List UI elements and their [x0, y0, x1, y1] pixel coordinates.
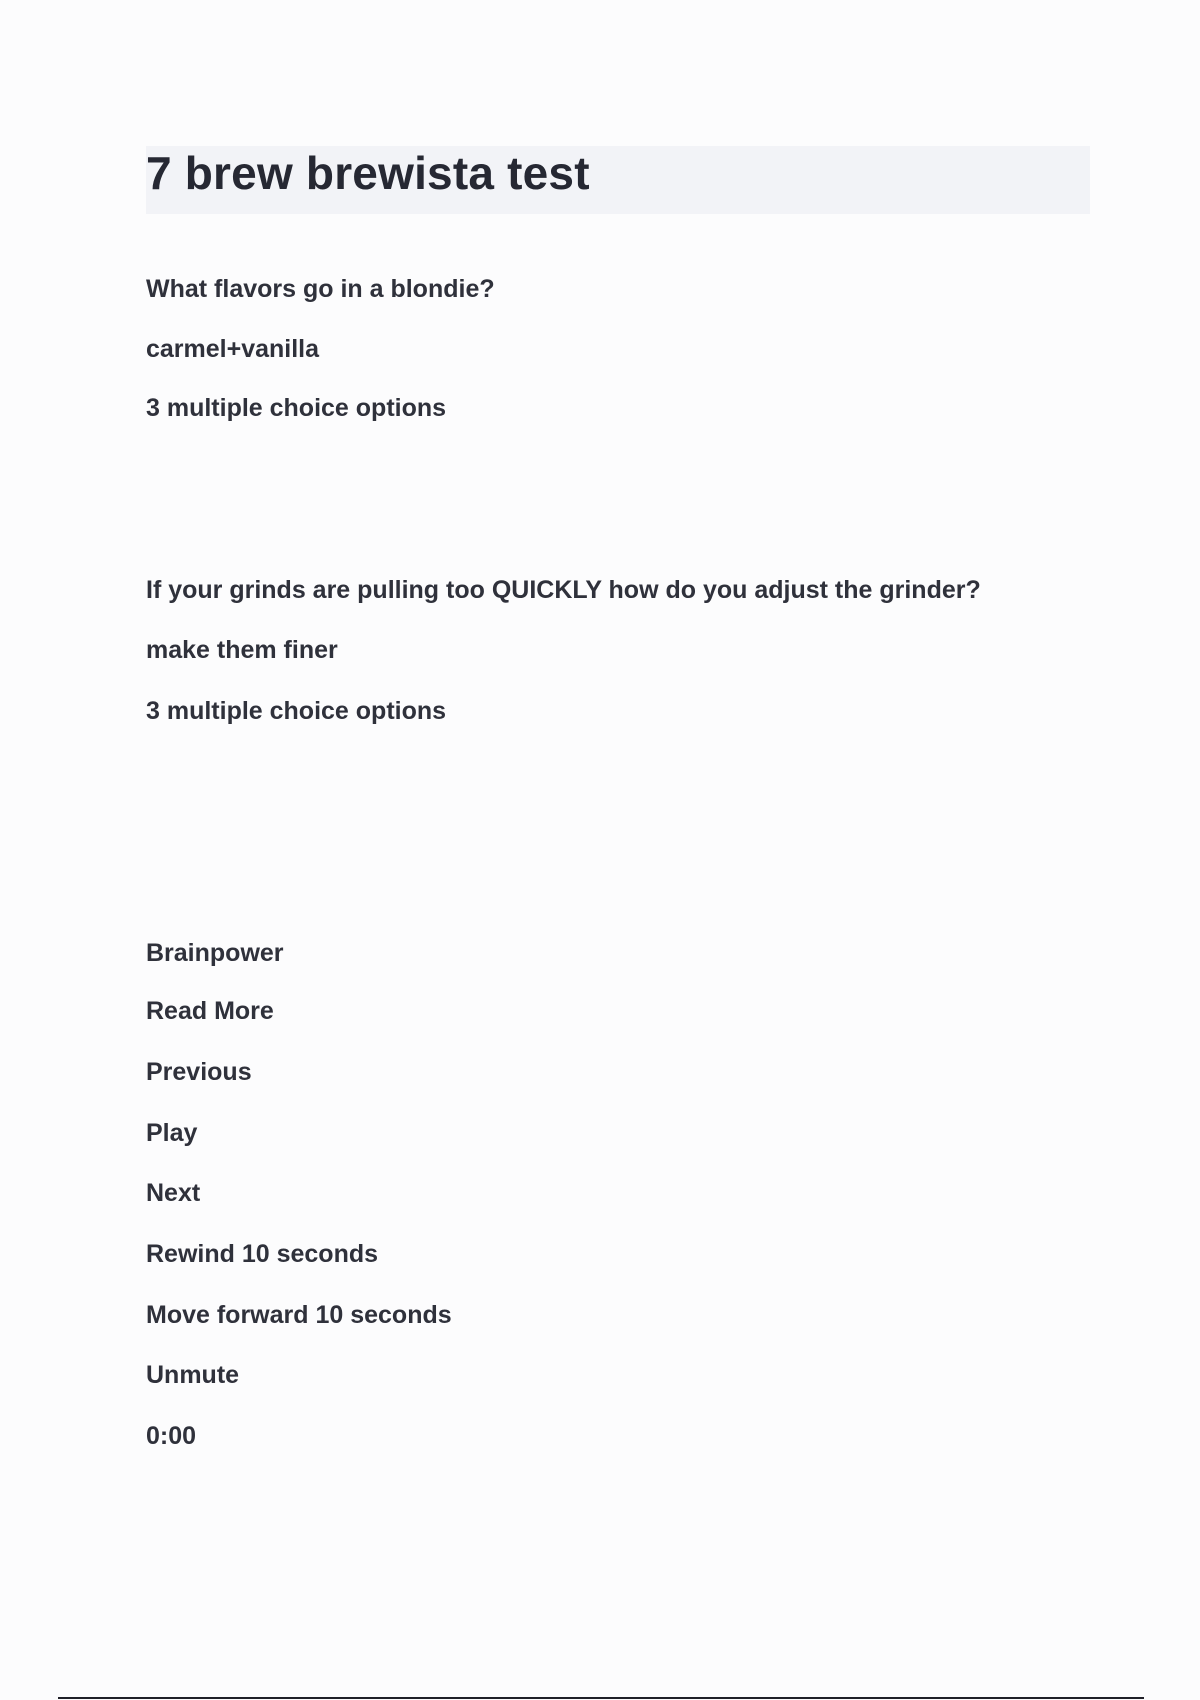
previous-button[interactable]: Previous	[146, 1058, 252, 1086]
read-more-link[interactable]: Read More	[146, 997, 274, 1025]
brand-label: Brainpower	[146, 939, 284, 967]
forward-button[interactable]: Move forward 10 seconds	[146, 1301, 452, 1329]
question-2: If your grinds are pulling too QUICKLY how do you adjust the grinder?	[146, 576, 981, 604]
rewind-button[interactable]: Rewind 10 seconds	[146, 1240, 379, 1268]
answer-2: make them finer	[146, 636, 338, 664]
question-1: What flavors go in a blondie?	[146, 275, 495, 303]
next-button[interactable]: Next	[146, 1179, 201, 1207]
note-2: 3 multiple choice options	[146, 697, 447, 725]
page-title: 7 brew brewista test	[146, 147, 590, 199]
play-button[interactable]: Play	[146, 1119, 198, 1147]
bottom-divider	[58, 1697, 1144, 1699]
answer-1: carmel+vanilla	[146, 335, 320, 363]
note-1: 3 multiple choice options	[146, 394, 447, 422]
unmute-button[interactable]: Unmute	[146, 1361, 240, 1389]
time-display: 0:00	[146, 1422, 197, 1450]
